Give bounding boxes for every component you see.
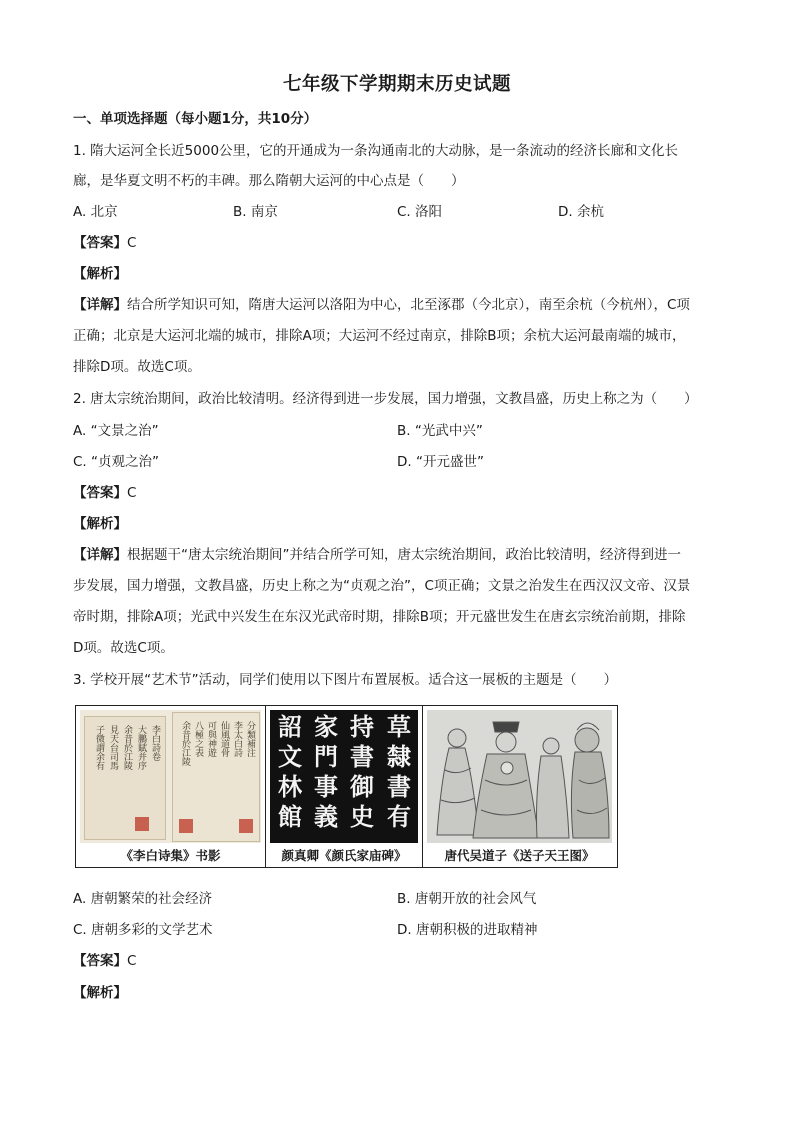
q1-option-b: B. 南京 [233, 204, 278, 220]
book-text-col: 余昔於江陵 [180, 721, 190, 766]
q2-option-a: A. “文景之治” [73, 423, 159, 439]
q1-answer [73, 233, 136, 253]
q2-analysis-label: 【解析】 [73, 516, 127, 532]
book-image [80, 710, 261, 843]
calligraphy-char: 草 [387, 712, 411, 741]
q3-analysis-label: 【解析】 [73, 985, 127, 1001]
answer-value: C [127, 485, 137, 501]
calligraphy-char: 文 [278, 742, 302, 771]
section-heading: 一、单项选择题（每小题1分，共10分） [73, 111, 318, 127]
calligraphy-char: 書 [350, 742, 374, 771]
painting-image-cell [423, 706, 616, 867]
image-caption-1: 《李白诗集》书影 [120, 848, 221, 863]
q1-detail-line-3: 排除D项。故选C项。 [73, 359, 201, 375]
calligraphy-char: 林 [278, 772, 302, 801]
book-text-col: 可與神遊 [206, 721, 216, 757]
answer-value: C [127, 235, 137, 251]
q2-detail-line-4: D项。故选C项。 [73, 640, 174, 656]
detail-text: 结合所学知识可知，隋唐大运河以洛阳为中心，北至涿郡（今北京），南至余杭（今杭州），C项 [127, 297, 690, 313]
q3-option-c: C. 唐朝多彩的文学艺术 [73, 922, 213, 938]
q2-option-b: B. “光武中兴” [397, 423, 483, 439]
book-text-col: 大鵬賦并序 [136, 725, 146, 770]
figure-painting-icon [427, 710, 612, 843]
q1-option-a: A. 北京 [73, 204, 118, 220]
page-title: 七年级下学期期末历史试题 [282, 74, 511, 95]
q2-stem-line-1: 2. 唐太宗统治期间，政治比较清明。经济得到进一步发展，国力增强，文教昌盛，历史上称之为（ ） [73, 391, 698, 407]
answer-label: 【答案】 [73, 953, 127, 969]
seal-stamp-icon [239, 819, 253, 833]
q1-analysis-label: 【解析】 [73, 266, 127, 282]
painting-image [427, 710, 612, 843]
book-text-col: 子微謂余有 [94, 725, 104, 770]
q2-detail-line-3: 帝时期，排除A项；光武中兴发生在东汉光武帝时期，排除B项；开元盛世发生在唐玄宗统治前期，排除 [73, 609, 686, 625]
book-text-col: 余昔於江陵 [122, 725, 132, 770]
q1-stem-line-2: 廊，是华夏文明不朽的丰碑。那么隋朝大运河的中心点是（ ） [73, 173, 465, 189]
q1-detail-line-1 [73, 295, 690, 315]
calligraphy-char: 有 [387, 802, 411, 831]
image-caption-3: 唐代吴道子《送子天王图》 [444, 848, 595, 863]
calligraphy-char: 隸 [387, 742, 411, 771]
q3-option-b: B. 唐朝开放的社会风气 [397, 891, 537, 907]
book-text-col: 仙風道骨 [219, 721, 229, 757]
q2-detail-line-1 [73, 545, 681, 565]
calligraphy-char: 門 [314, 742, 338, 771]
calligraphy-char: 御 [350, 772, 374, 801]
book-text-col: 見天台司馬 [108, 725, 118, 770]
calligraphy-char: 事 [314, 772, 338, 801]
image-caption-2: 颜真卿《颜氏家庙碑》 [281, 848, 407, 863]
book-right-page [172, 712, 260, 842]
q1-stem-line-1: 1. 隋大运河全长近5000公里，它的开通成为一条沟通南北的大动脉，是一条流动的经济长廊和文化长 [73, 143, 679, 159]
q2-option-d: D. “开元盛世” [397, 454, 484, 470]
book-text-col: 李太白詩 [232, 721, 242, 757]
q2-answer [73, 483, 136, 503]
answer-label: 【答案】 [73, 235, 127, 251]
book-text-col: 分類補注 [245, 721, 255, 757]
calligraphy-image [270, 710, 418, 843]
q2-option-c: C. “贞观之治” [73, 454, 159, 470]
book-image-cell [76, 706, 266, 867]
answer-label: 【答案】 [73, 485, 127, 501]
q1-option-d: D. 余杭 [558, 204, 604, 220]
seal-stamp-icon [135, 817, 149, 831]
seal-stamp-icon [179, 819, 193, 833]
q2-detail-line-2: 步发展，国力增强，文教昌盛，历史上称之为“贞观之治”，C项正确；文景之治发生在西汉汉文帝、汉景 [73, 578, 691, 594]
q3-answer [73, 951, 136, 971]
book-left-page [84, 716, 166, 840]
book-text-col: 八極之表 [193, 721, 203, 757]
calligraphy-char: 持 [350, 712, 374, 741]
q1-detail-line-2: 正确；北京是大运河北端的城市，排除A项；大运河不经过南京，排除B项；余杭大运河最南端的城市， [73, 328, 686, 344]
q3-option-d: D. 唐朝积极的进取精神 [397, 922, 538, 938]
q3-stem-line-1: 3. 学校开展“艺术节”活动，同学们使用以下图片布置展板。适合这一展板的主题是（ ） [73, 672, 618, 688]
q1-option-c: C. 洛阳 [397, 204, 443, 220]
calligraphy-image-cell [266, 706, 423, 867]
calligraphy-char: 義 [314, 802, 338, 831]
calligraphy-char: 詔 [278, 712, 302, 741]
detail-label: 【详解】 [73, 297, 127, 313]
q3-option-a: A. 唐朝繁荣的社会经济 [73, 891, 213, 907]
q3-image-table [75, 705, 618, 868]
answer-value: C [127, 953, 137, 969]
calligraphy-char: 史 [350, 802, 374, 831]
book-text-col: 李白詩卷 [150, 725, 160, 761]
calligraphy-char: 書 [387, 772, 411, 801]
detail-label: 【详解】 [73, 547, 127, 563]
detail-text: 根据题干“唐太宗统治期间”并结合所学可知，唐太宗统治期间，政治比较清明，经济得到进一 [127, 547, 681, 563]
calligraphy-char: 家 [314, 712, 338, 741]
calligraphy-char: 館 [278, 802, 302, 831]
